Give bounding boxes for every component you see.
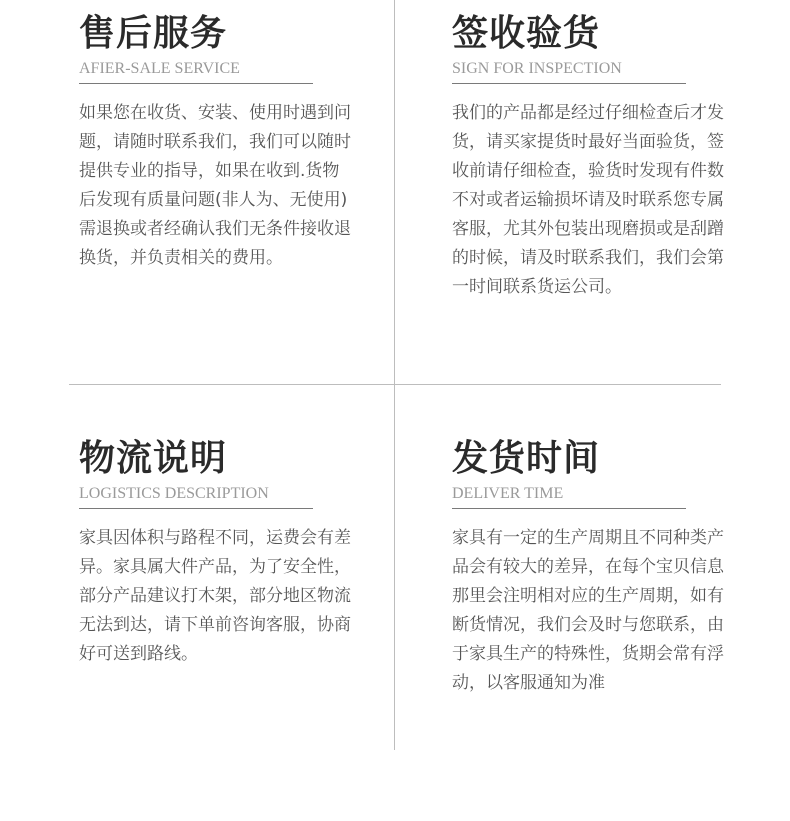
section-body: 如果您在收货、安装、使用时遇到问题，请随时联系我们，我们可以随时提供专业的指导，如果在收到.货物后发现有质量问题(非人为、无使用)需退换或者经确认我们无条件接收退换货，并负责相关的费用。 — [79, 103, 351, 268]
section-subtitle: LOGISTICS DESCRIPTION — [79, 485, 269, 502]
section-logistics-description — [79, 438, 359, 669]
title-underline — [452, 508, 686, 509]
section-subtitle: DELIVER TIME — [452, 485, 564, 502]
section-sign-for-inspection — [452, 13, 732, 302]
section-body: 我们的产品都是经过仔细检查后才发货，请买家提货时最好当面验货，签收前请仔细检查，验货时发现有件数不对或者运输损坏请及时联系您专属客服，尤其外包装出现磨损或是刮蹭的时候，请及时联系我们，我们会第一时间联系货运公司。 — [452, 103, 724, 297]
title-underline — [452, 83, 686, 84]
section-subtitle: SIGN FOR INSPECTION — [452, 60, 622, 77]
title-underline — [79, 508, 313, 509]
section-title: 签收验货 — [452, 12, 601, 54]
section-title: 发货时间 — [452, 437, 601, 479]
section-body: 家具因体积与路程不同，运费会有差异。家具属大件产品，为了安全性，部分产品建议打木架，部分地区物流无法到达，请下单前咨询客服，协商好可送到路线。 — [79, 528, 351, 664]
title-underline — [79, 83, 313, 84]
horizontal-divider — [69, 384, 721, 385]
section-after-sale-service — [79, 13, 359, 273]
section-body: 家具有一定的生产周期且不同种类产品会有较大的差异，在每个宝贝信息那里会注明相对应的生产周期，如有断货情况，我们会及时与您联系，由于家具生产的特殊性，货期会常有浮动，以客服通知为准 — [452, 528, 724, 693]
section-title: 售后服务 — [79, 12, 228, 54]
section-title: 物流说明 — [79, 437, 228, 479]
section-deliver-time — [452, 438, 732, 698]
vertical-divider — [394, 0, 395, 750]
section-subtitle: AFIER-SALE SERVICE — [79, 60, 240, 77]
